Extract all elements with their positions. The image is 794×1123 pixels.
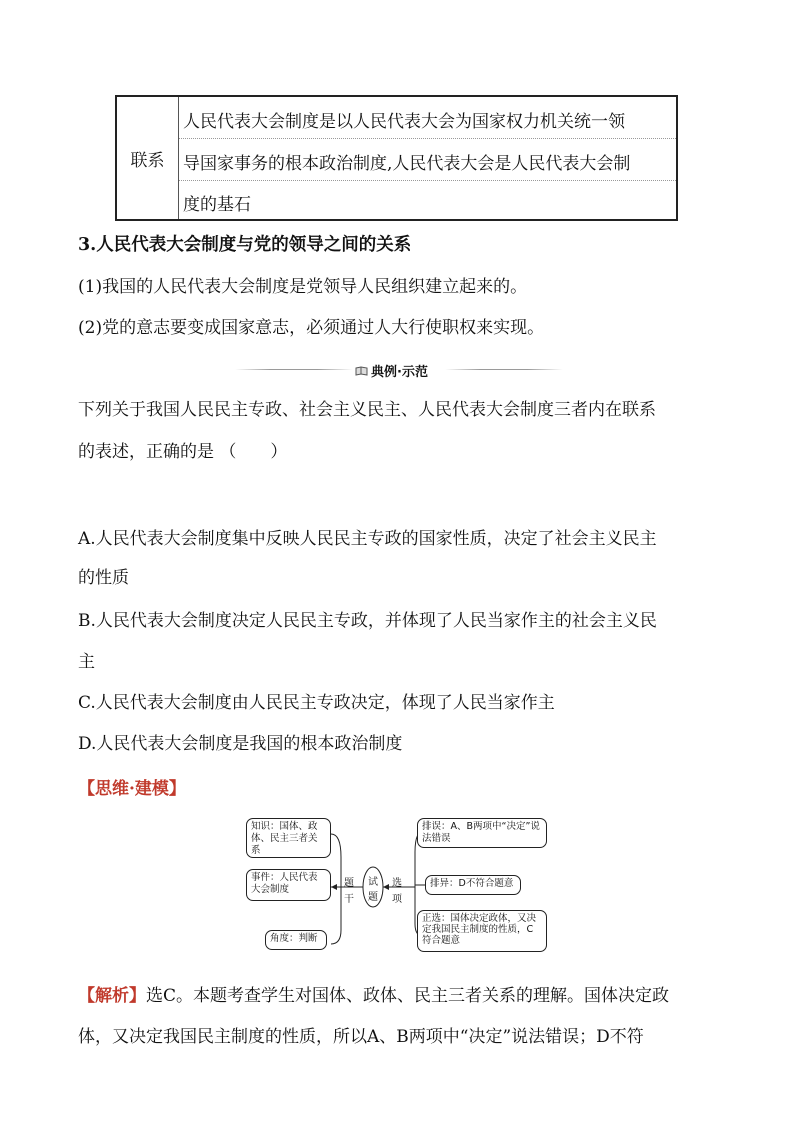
option-a-line-2: 的性质 bbox=[78, 568, 129, 588]
mindmap bbox=[243, 812, 555, 957]
analysis-line-1 bbox=[78, 985, 669, 1007]
point-1: (1)我国的人民代表大会制度是党领导人民组织建立起来的。 bbox=[78, 277, 528, 297]
mindmap-angle-node: 角度：判断 bbox=[265, 930, 327, 950]
section-heading: 3.人民代表大会制度与党的领导之间的关系 bbox=[78, 235, 412, 255]
banner-label: 典例·示范 bbox=[371, 365, 428, 380]
options-char-2: 项 bbox=[392, 894, 402, 905]
book-icon bbox=[355, 366, 368, 376]
table-row-label: 联系 bbox=[117, 97, 179, 219]
option-b-line-1: B.人民代表大会制度决定人民民主专政，并体现了人民当家作主的社会主义民 bbox=[78, 611, 657, 631]
stem-char-1: 题 bbox=[344, 878, 354, 889]
point-2: (2)党的意志要变成国家意志，必须通过人大行使职权来实现。 bbox=[78, 318, 545, 338]
option-b-line-2: 主 bbox=[78, 652, 95, 672]
option-c: C.人民代表大会制度由人民民主专政决定，体现了人民当家作主 bbox=[78, 693, 555, 713]
example-banner bbox=[355, 361, 428, 380]
mindmap-knowledge-node: 知识：国体、政体、民主三者关系 bbox=[246, 818, 331, 858]
mindmap-event-node: 事件：人民代表大会制度 bbox=[246, 869, 331, 901]
mindmap-correct-node: 正选：国体决定政体，又决定我国民主制度的性质，C符合题意 bbox=[417, 910, 547, 952]
banner-rule-right bbox=[445, 369, 563, 370]
question-line-2: 的表述，正确的是 （ ） bbox=[78, 442, 288, 462]
options-char-1: 选 bbox=[392, 878, 402, 889]
option-d: D.人民代表大会制度是我国的根本政治制度 bbox=[78, 734, 403, 754]
analysis-text-1: 选C。本题考查学生对国体、政体、民主三者关系的理解。国体决定政 bbox=[146, 986, 670, 1006]
option-a-line-1: A.人民代表大会制度集中反映人民民主专政的国家性质，决定了社会主义民主 bbox=[78, 529, 657, 549]
table-line-2: 导国家事务的根本政治制度,人民代表大会是人民代表大会制 bbox=[183, 154, 631, 174]
relation-table bbox=[115, 95, 678, 221]
thinking-label: 【思维·建模】 bbox=[78, 779, 186, 799]
table-line-1: 人民代表大会制度是以人民代表大会为国家权力机关统一领 bbox=[183, 112, 625, 132]
mindmap-exclude-different-node: 排异：D不符合题意 bbox=[425, 875, 521, 895]
table-line-3: 度的基石 bbox=[183, 195, 251, 215]
question-line-1: 下列关于我国人民民主专政、社会主义民主、人民代表大会制度三者内在联系 bbox=[78, 400, 656, 420]
table-divider bbox=[179, 138, 676, 139]
center-char-1: 试 bbox=[368, 877, 378, 888]
mindmap-exclude-error-node: 排误：A、B两项中“决定”说法错误 bbox=[417, 818, 547, 848]
analysis-line-2: 体，又决定我国民主制度的性质，所以A、B两项中“决定”说法错误；D不符 bbox=[78, 1027, 644, 1047]
table-divider bbox=[179, 180, 676, 181]
banner-rule-left bbox=[235, 369, 353, 370]
analysis-label: 【解析】 bbox=[78, 986, 146, 1006]
stem-char-2: 干 bbox=[344, 894, 354, 905]
center-char-2: 题 bbox=[368, 892, 378, 903]
